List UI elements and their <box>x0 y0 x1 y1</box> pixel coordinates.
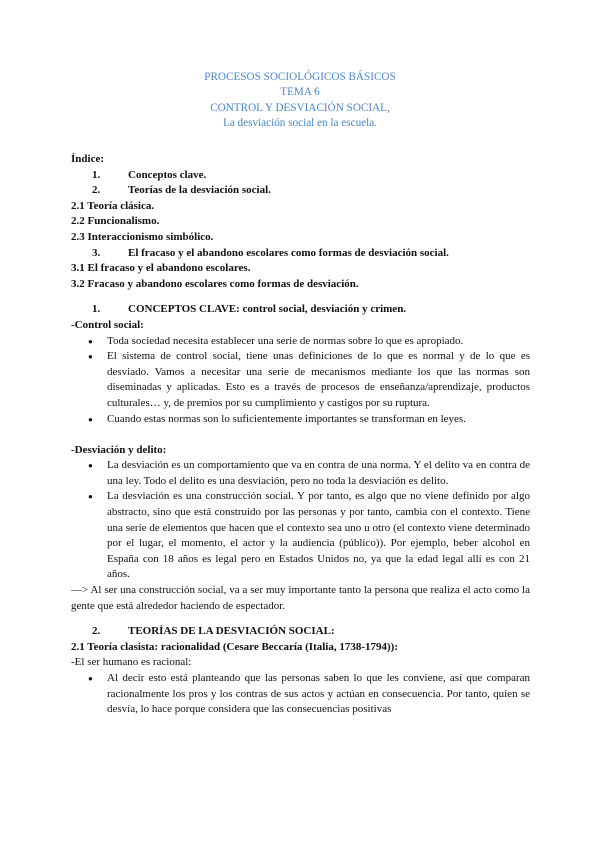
index-item-text: El fracaso y el abandono escolares como formas de desviación social. <box>128 246 449 259</box>
bullet-item: ● El sistema de control social, tiene unas definiciones de lo que es normal y de lo que es desviado. Vamos a necesitar una serie de mecanismos mediante los que las normas son diseminadas y aplicadas. Esto es a través de procesos de enseñanza/aprendizaje, productos culturales… y, de premios por su cumplimiento y castigos por su ruptura. <box>71 349 530 411</box>
subsection-heading: -Control social: <box>71 318 144 331</box>
index-item-num: 1. <box>92 168 101 181</box>
index-item <box>71 183 530 199</box>
index-item <box>71 246 530 262</box>
paragraph-line: -El ser humano es racional: <box>71 656 192 669</box>
bullet-item: ● La desviación es una construcción social. Y por tanto, es algo que no viene definido por algo abstracto, sino que está construido por las personas y por tanto, cambia con el contexto. Tiene una serie de elementos que hacen que el contexto sea uno u otro (el contexto viene determinado por el lugar, el momento, el actor y la audiencia (público)). Por ejemplo, beber alcohol en España con 18 años es legal pero en Estados Unidos no, ya que la edad legal allí es con 21 años. <box>71 489 530 583</box>
index-title: Índice: <box>71 153 104 165</box>
topic-number: TEMA 6 <box>280 86 320 99</box>
document-body <box>71 152 530 718</box>
bullet-item: ● La desviación es un comportamiento que va en contra de una norma. Y el delito va en contra de una ley. Todo el delito es una desviación, pero no toda la desviación es delito. <box>71 458 530 489</box>
course-title: PROCESOS SOCIOLÓGICOS BÁSICOS <box>204 71 396 83</box>
document-header <box>0 70 600 131</box>
bullet-item: ● Toda sociedad necesita establecer una serie de normas sobre lo que es apropiado. <box>71 334 530 350</box>
subsection-heading: -Desviación y delito: <box>71 443 167 456</box>
section-heading <box>71 302 530 318</box>
index-item: 3.2 Fracaso y abandono escolares como formas de desviación. <box>71 277 359 290</box>
section-number: 1. <box>92 303 101 316</box>
index-item-num: 2. <box>92 184 101 197</box>
index-item-num: 3. <box>92 246 101 259</box>
note-paragraph: —> Al ser una construcción social, va a ser muy importante tanto la persona que realiza el acto como la gente que está alrededor haciendo de espectador. <box>71 584 530 612</box>
index-item: 2.3 Interaccionismo simbólico. <box>71 230 214 243</box>
bullet-list <box>71 334 530 428</box>
index-item-text: Conceptos clave. <box>128 168 207 181</box>
index-item: 2.2 Funcionalismo. <box>71 215 160 228</box>
section-title: TEORÍAS DE LA DESVIACIÓN SOCIAL: <box>128 625 335 638</box>
section-title: CONCEPTOS CLAVE: control social, desviación y crimen. <box>128 303 407 316</box>
bullet-list <box>71 671 530 718</box>
subsection-heading: 2.1 Teoría clasista: racionalidad (Cesare Beccaría (Italia, 1738-1794)): <box>71 640 398 653</box>
index-item: 3.1 El fracaso y el abandono escolares. <box>71 262 251 275</box>
index-item-text: Teorías de la desviación social. <box>128 184 271 197</box>
section-heading <box>71 624 530 640</box>
index-item: 2.1 Teoría clásica. <box>71 199 155 212</box>
bullet-item: ● Cuando estas normas son lo suficientemente importantes se transforman en leyes. <box>71 412 530 428</box>
index-item <box>71 168 530 184</box>
bullet-list <box>71 458 530 583</box>
topic-title: CONTROL Y DESVIACIÓN SOCIAL, <box>210 101 390 114</box>
section-number: 2. <box>92 625 101 638</box>
topic-subtitle: La desviación social en la escuela. <box>222 116 378 129</box>
bullet-item: ● Al decir esto está planteando que las personas saben lo que les conviene, así que comparan racionalmente los pros y los contras de sus actos y actúan en consecuencia. Por tanto, quien se desvía, lo hace porque considera que las consecuencias positivas <box>71 671 530 718</box>
